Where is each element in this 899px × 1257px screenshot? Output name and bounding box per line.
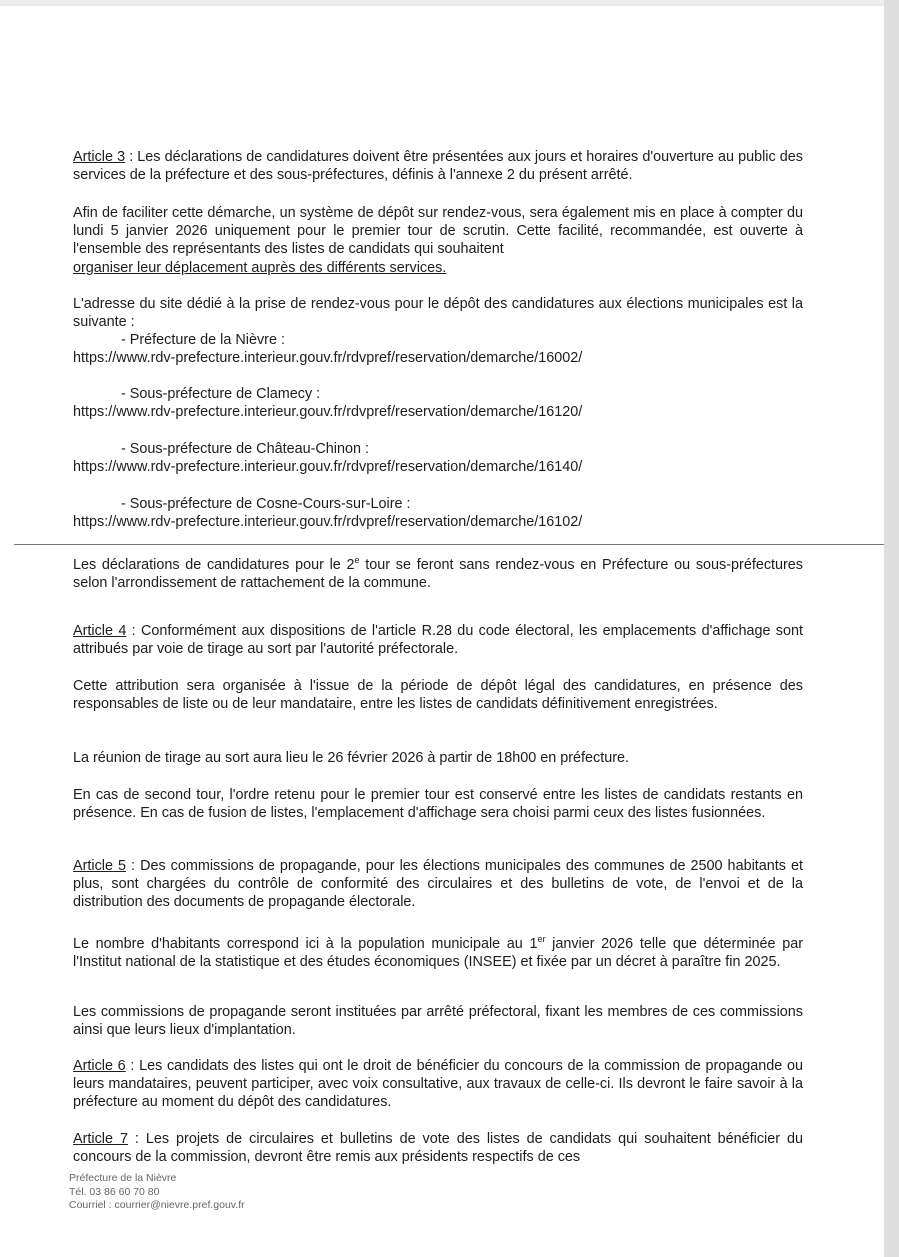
- site-clamecy: - Sous-préfecture de Clamecy : https://www.rdv-prefecture.interieur.gouv.fr/rdvpref/reservation/demarche/16120/: [73, 385, 803, 421]
- article-6-paragraph-1: Article 6 : Les candidats des listes qui ont le droit de bénéficier du concours de la commission de propagande ou leurs mandataires, peuvent participer, avec voix consultative, aux travaux de celle-ci. Ils devront le faire savoir à la préfecture au moment du dépôt des candidatures.: [73, 1058, 803, 1111]
- site-url: https://www.rdv-prefecture.interieur.gouv.fr/rdvpref/reservation/demarche/16120/: [73, 404, 583, 421]
- article-4-title: Article 4: [73, 623, 127, 639]
- article-5-paragraph-2: Le nombre d'habitants correspond ici à la population municipale au 1er janvier 2026 telle que déterminée par l'Institut national de la statistique et des études économiques (INSEE) et fixée par un décret à paraître fin 2025.: [73, 934, 803, 971]
- page-edge: [884, 0, 899, 1257]
- horizontal-rule: [14, 544, 884, 545]
- footer-prefecture: Préfecture de la Nièvre: [69, 1172, 177, 1184]
- article-5-paragraph-3: Les commissions de propagande seront instituées par arrêté préfectoral, fixant les membres de ces commissions ainsi que leurs lieux d'implantation.: [73, 1004, 803, 1039]
- article-5-title: Article 5: [73, 858, 127, 874]
- article-3-second-tour: Les déclarations de candidatures pour le 2e tour se feront sans rendez-vous en Préfecture ou sous-préfectures selon l'arrondissement de rattachement de la commune.: [73, 555, 804, 592]
- article-4-paragraph-2: Cette attribution sera organisée à l'issue de la période de dépôt légal des candidatures, en présence des responsables de liste ou de leur mandataire, entre les listes de candidats définitivement enregistrées.: [73, 678, 803, 713]
- footer-email: Courriel : courrier@nievre.pref.gouv.fr: [69, 1199, 245, 1211]
- article-3-paragraph-3: L'adresse du site dédié à la prise de rendez-vous pour le dépôt des candidatures aux élections municipales est la suivante :: [73, 296, 803, 331]
- article-3-paragraph-1: Article 3 : Les déclarations de candidatures doivent être présentées aux jours et horaires d'ouverture au public des services de la préfecture et des sous-préfectures, définis à l'annexe 2 du présent arrêté.: [73, 149, 803, 184]
- footer-phone: Tél. 03 86 60 70 80: [69, 1185, 160, 1198]
- article-3-title: Article 3: [73, 149, 126, 165]
- site-url: https://www.rdv-prefecture.interieur.gouv.fr/rdvpref/reservation/demarche/16102/: [73, 514, 583, 531]
- article-4-paragraph-1: Article 4 : Conformément aux dispositions de l'article R.28 du code électoral, les emplacements d'affichage sont attribués par voie de tirage au sort par l'autorité préfectorale.: [73, 623, 803, 658]
- site-prefecture-nievre: - Préfecture de la Nièvre : https://www.rdv-prefecture.interieur.gouv.fr/rdvpref/reservation/demarche/16002/: [73, 331, 803, 367]
- site-url: https://www.rdv-prefecture.interieur.gouv.fr/rdvpref/reservation/demarche/16002/: [73, 350, 583, 367]
- article-5-paragraph-1: Article 5 : Des commissions de propagande, pour les élections municipales des communes de 2500 habitants et plus, sont chargées du contrôle de conformité des circulaires et des bulletins de vote, de l'envoi et de la distribution des documents de propagande électorale.: [73, 858, 803, 911]
- article-4-paragraph-4: En cas de second tour, l'ordre retenu pour le premier tour est conservé entre les listes de candidats restants en présence. En cas de fusion de listes, l'emplacement d'affichage sera choisi parmi ceux des listes fusionnées.: [73, 787, 803, 822]
- site-chateau-chinon: - Sous-préfecture de Château-Chinon : https://www.rdv-prefecture.interieur.gouv.fr/rdvpref/reservation/demarche/16140/: [73, 440, 803, 476]
- page-footer: [69, 1172, 245, 1213]
- site-cosne: - Sous-préfecture de Cosne-Cours-sur-Loire : https://www.rdv-prefecture.interieur.gouv.fr/rdvpref/reservation/demarche/16102/: [73, 495, 803, 531]
- site-url: https://www.rdv-prefecture.interieur.gouv.fr/rdvpref/reservation/demarche/16140/: [73, 459, 583, 476]
- article-6-title: Article 6: [73, 1058, 126, 1074]
- article-7-paragraph-1: Article 7 : Les projets de circulaires et bulletins de vote des listes de candidats qui souhaitent bénéficier du concours de la commission, devront être remis aux présidents respectifs de ces: [73, 1131, 804, 1166]
- article-3-paragraph-2: Afin de faciliter cette démarche, un système de dépôt sur rendez-vous, sera également mis en place à compter du lundi 5 janvier 2026 uniquement pour le premier tour de scrutin. Cette facilité, recommandée, est ouverte à l'ensemble des représentants des listes de candidats qui souhaitent organiser leur déplacement auprès des différents services.: [73, 205, 803, 276]
- article-7-title: Article 7: [73, 1131, 128, 1147]
- article-4-paragraph-3: La réunion de tirage au sort aura lieu le 26 février 2026 à partir de 18h00 en préfecture.: [73, 750, 630, 766]
